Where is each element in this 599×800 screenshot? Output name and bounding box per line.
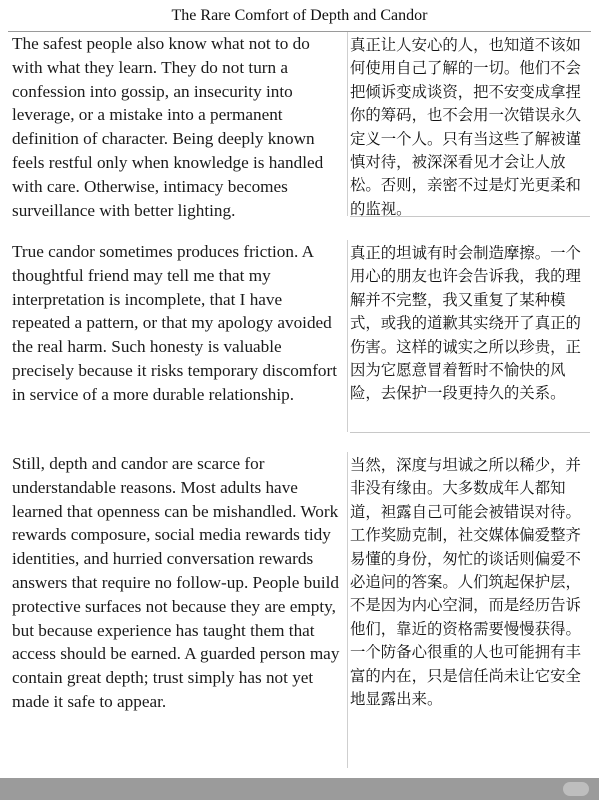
column-divider bbox=[347, 32, 348, 216]
bottom-bar bbox=[0, 778, 599, 800]
chinese-paragraph-2: 真正的坦诚有时会制造摩擦。一个用心的朋友也许会告诉我，我的理解并不完整，我又重复了某种模式，或我的道歉其实绕开了真正的伤害。这样的诚实之所以珍贵，正因为它愿意冒着暂时不愉快的风险，去保护一段更持久的关系。 bbox=[350, 240, 590, 433]
paragraph-pair-2 bbox=[0, 240, 599, 440]
column-divider bbox=[347, 240, 348, 432]
chinese-paragraph-1: 真正让人安心的人，也知道不该如何使用自己了解的一切。他们不会把倾诉变成谈资，把不安变成拿捏你的筹码，也不会用一次错误永久定义一个人。只有当这些了解被谨慎对待，被深深看见才会让人放松。否则，亲密不过是灯光更柔和的监视。 bbox=[350, 32, 590, 217]
english-paragraph-2: True candor sometimes produces friction. A thoughtful friend may tell me that my interpretation is incomplete, that I have repeated a pattern, or that my apology avoided the real harm. Such honesty is valuable precisely because it risks temporary discomfort in service of a more durable relationship. bbox=[12, 242, 338, 404]
paragraph-pair-1 bbox=[0, 32, 599, 228]
chinese-paragraph-3: 当然，深度与坦诚之所以稀少，并非没有缘由。大多数成年人都知道，袒露自己可能会被错误对待。工作奖励克制，社交媒体偏爱整齐易懂的身份，匆忙的谈话则偏爱不必追问的答案。人们筑起保护层，不是因为内心空洞，而是经历告诉他们，靠近的资格需要慢慢获得。一个防备心很重的人也可能拥有丰富的内在，只是信任尚未让它安全地显露出来。 bbox=[350, 456, 581, 709]
english-paragraph-3: Still, depth and candor are scarce for understandable reasons. Most adults have learned that openness can be mishandled. Work rewards composure, social media rewards tidy identities, and hurried conversation rewards answers that require no follow-up. People build protective surfaces not because they are empty, but because experience has taught them that access should be earned. A guarded person may contain great depth; trust simply has not yet made it safe to appear. bbox=[12, 454, 340, 711]
column-divider bbox=[347, 452, 348, 768]
watermark-icon bbox=[563, 782, 589, 796]
english-paragraph-1: The safest people also know what not to do with what they learn. They do not turn a confession into gossip, an insecurity into leverage, or a mistake into a permanent definition of character. Being deeply known feels restful only when knowledge is handled with care. Otherwise, intimacy becomes surveillance with better lighting. bbox=[12, 34, 324, 220]
paragraph-pair-3 bbox=[0, 452, 599, 772]
page-title: The Rare Comfort of Depth and Candor bbox=[171, 7, 428, 24]
